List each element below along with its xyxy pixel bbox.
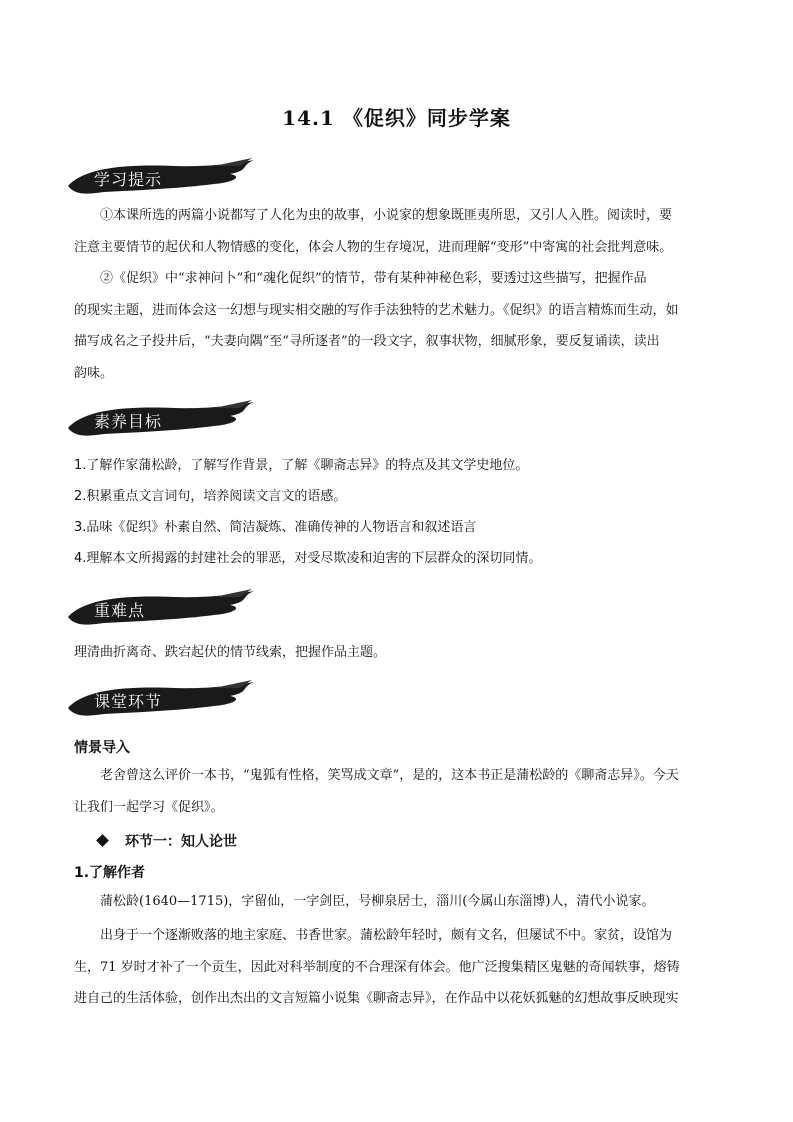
- section-banner-key-points: [64, 587, 256, 631]
- section-title: 学习提示: [94, 170, 163, 189]
- section-banner-class: [64, 678, 256, 722]
- text-line: 老舍曾这么评价一本书，“鬼狐有性格，笑骂成文章”，是的，这本书正是蒲松龄的《聊斋志异》。今天: [100, 768, 679, 783]
- text-line: 出身于一个逐渐败落的地主家庭、书香世家。蒲松龄年轻时，颇有文名，但屡试不中。家贫，设馆为: [100, 928, 673, 943]
- text-line: 生，71 岁时才补了一个贡生，因此对科举制度的不合理深有体会。他广泛搜集精区鬼魅的奇闻轶事，熔铸: [74, 959, 680, 975]
- subheading-intro: 情景导入: [74, 740, 130, 756]
- goal-item: 1.了解作家蒲松龄，了解写作背景，了解《聊斋志异》的特点及其文学史地位。: [74, 458, 529, 473]
- text-line: 注意主要情节的起伏和人物情感的变化，体会人物的生存境况，进而理解“变形”中寄寓的社会批判意味。: [74, 239, 673, 255]
- section-title: 课堂环节: [94, 692, 163, 711]
- hint-paragraph-2: [74, 263, 722, 389]
- goal-item: 4.理解本文所揭露的封建社会的罪恶，对受尽欺凌和迫害的下层群众的深切同情。: [74, 551, 542, 566]
- diamond-bullet-icon: [96, 834, 109, 847]
- step-heading: 环节一：知人论世: [98, 831, 237, 851]
- text-line: ①本课所选的两篇小说都写了人化为虫的故事，小说家的想象既匪夷所思，又引人入胜。阅读时，要: [100, 208, 673, 223]
- section-title: 素养目标: [94, 412, 163, 431]
- text-line: 让我们一起学习《促织》。: [74, 799, 224, 815]
- goal-item: 2.积累重点文言词句，培养阅读文言文的语感。: [74, 489, 347, 504]
- goal-item: 3.品味《促织》朴素自然、简洁凝炼、准确传神的人物语言和叙述语言: [74, 520, 477, 535]
- page-title: 14.1 《促织》同步学案: [282, 106, 511, 130]
- section-banner-study-hints: [64, 156, 256, 200]
- text-line: 的现实主题，进而体会这一幻想与现实相交融的写作手法独特的艺术魅力。《促织》的语言精炼而生动，如: [74, 302, 679, 318]
- brush-stroke-icon: [64, 587, 256, 631]
- section-title: 重难点: [94, 601, 146, 620]
- text-line: 蒲松龄(1640—1715)，字留仙，一字剑臣，号柳泉居士，淄川(今属山东淄博)人，清代小说家。: [100, 894, 655, 909]
- text-line: 韵味。: [74, 365, 114, 381]
- subheading-author: 1.了解作者: [74, 865, 146, 881]
- section-banner-goals: [64, 398, 256, 442]
- key-point-text: 理清曲折离奇、跌宕起伏的情节线索，把握作品主题。: [74, 645, 387, 660]
- author-paragraph-1: [74, 886, 722, 918]
- intro-paragraph: [74, 760, 722, 823]
- hint-paragraph-1: [74, 200, 722, 263]
- text-line: ②《促织》中“求神问卜”和“魂化促织”的情节，带有某种神秘色彩，要透过这些描写，把握作品: [100, 271, 647, 286]
- author-paragraph-2: [74, 920, 722, 1015]
- text-line: 进自己的生活体验，创作出杰出的文言短篇小说集《聊斋志异》，在作品中以花妖狐魅的幻想故事反映现实: [74, 991, 679, 1006]
- text-line: 描写成名之子投井后，“夫妻向隅”至“寻所逐者”的一段文字，叙事状物，细腻形象，要反复诵读，读出: [74, 334, 660, 349]
